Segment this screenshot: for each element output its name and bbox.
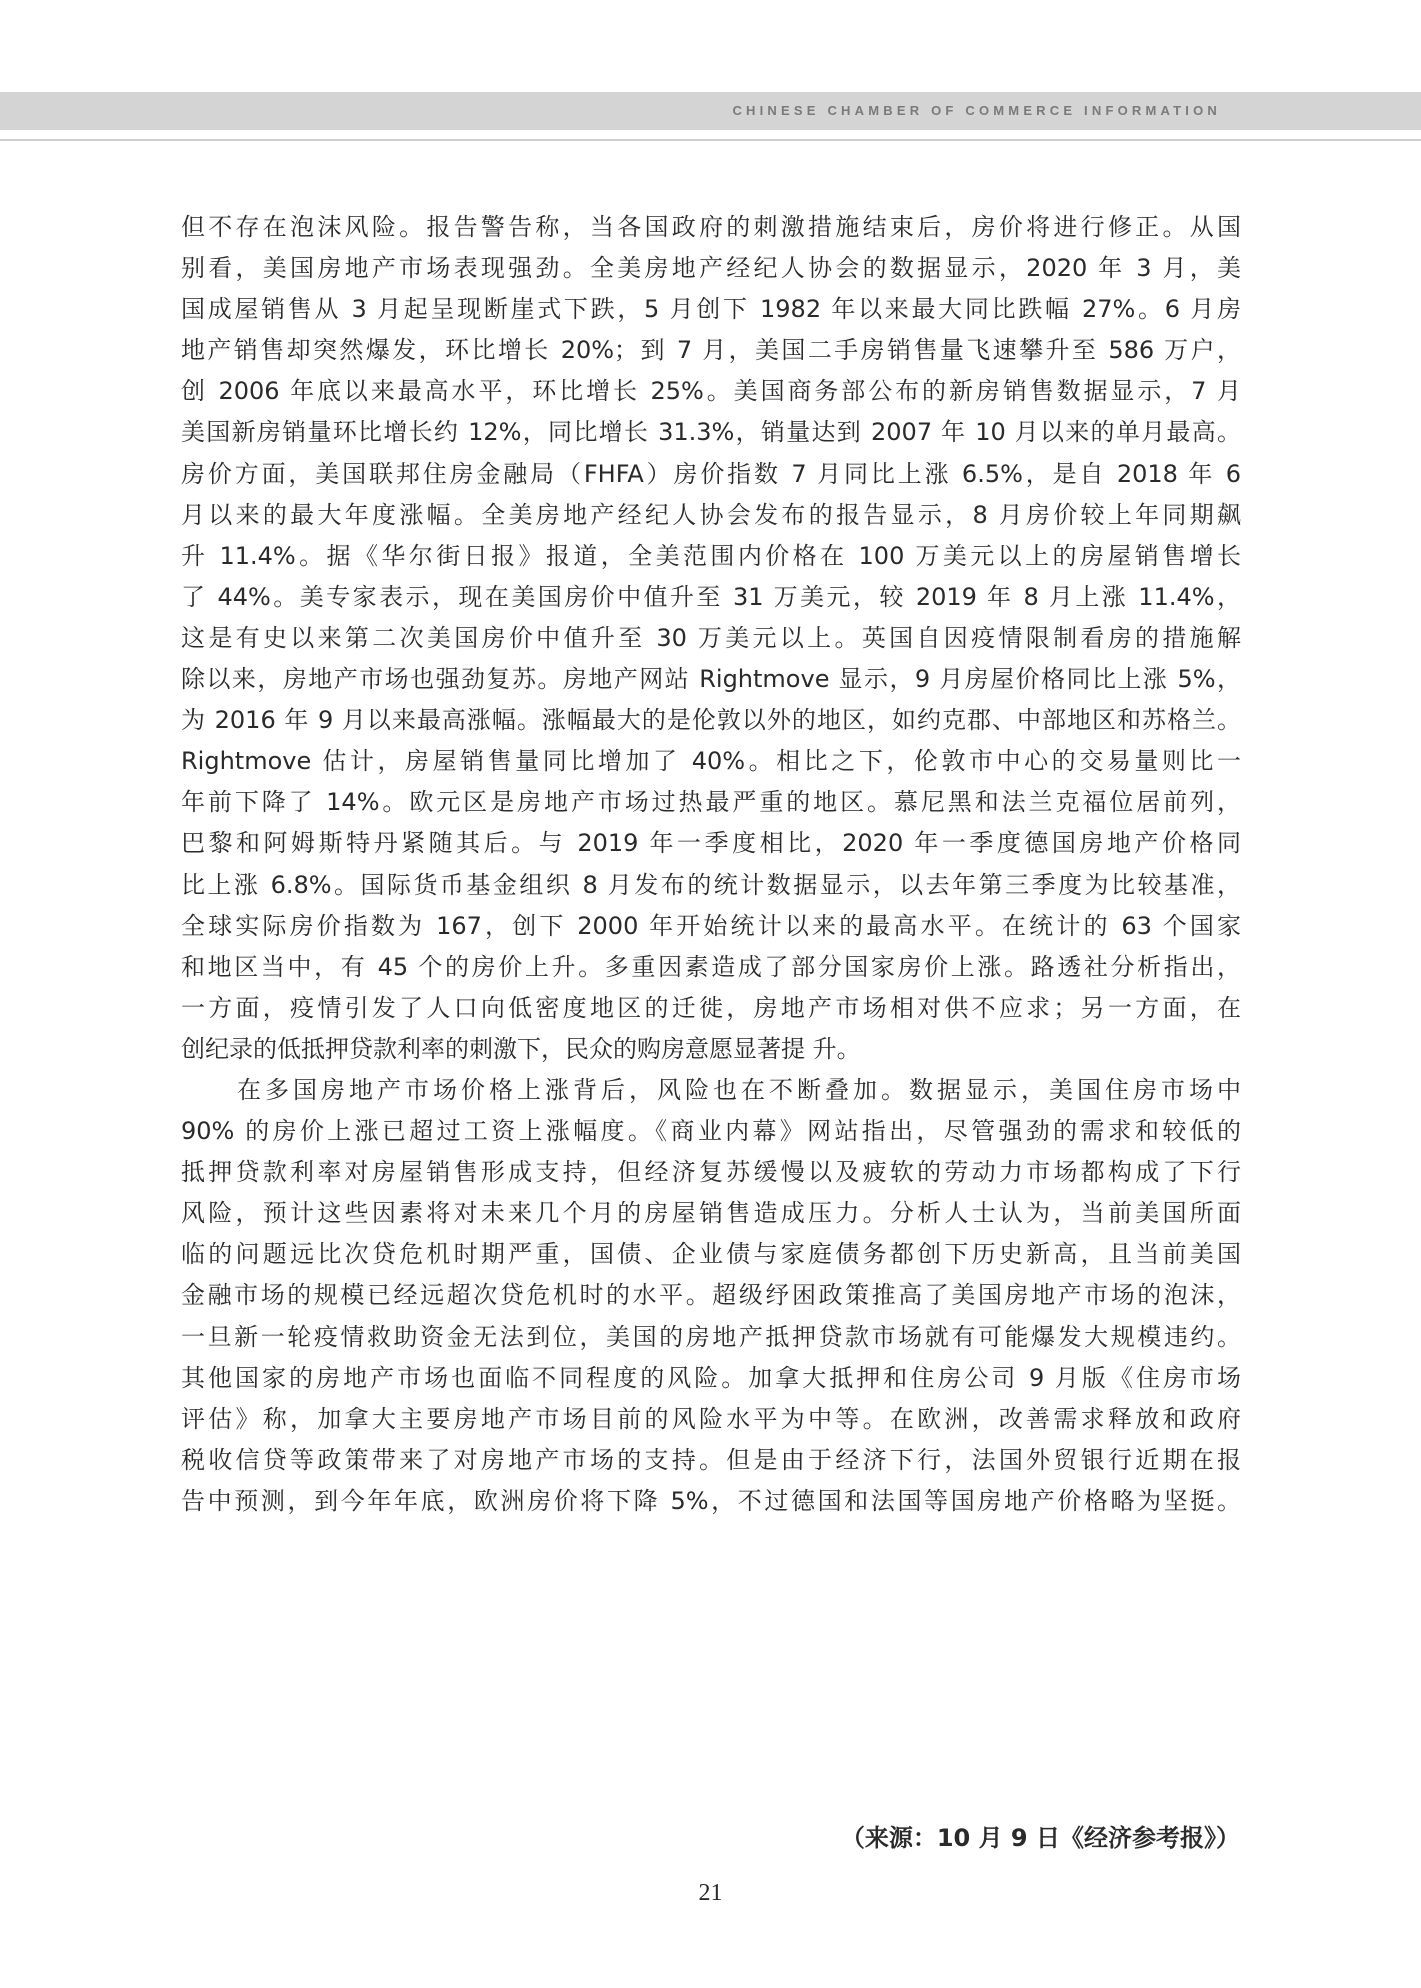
text-line: 和地区当中，有 45 个的房价上升。多重因素造成了部分国家房价上涨。路透社分析指出， <box>181 952 1241 981</box>
text-line: 临的问题远比次贷危机时期严重，国债、企业债与家庭债务都创下历史新高，且当前美国 <box>181 1240 1241 1269</box>
text-line: 创纪录的低抵押贷款利率的刺激下，民众的购房意愿显著提 升。 <box>181 1034 861 1063</box>
text-line: 国成屋销售从 3 月起呈现断崖式下跌，5 月创下 1982 年以来最大同比跌幅 27%。6 月房 <box>181 295 1241 324</box>
text-line: 金融市场的规模已经远超次贷危机时的水平。超级纾困政策推高了美国房地产市场的泡沫， <box>181 1281 1241 1310</box>
text-line: 巴黎和阿姆斯特丹紧随其后。与 2019 年一季度相比，2020 年一季度德国房地产价格同 <box>181 829 1241 858</box>
header-divider <box>0 139 1421 141</box>
text-line: 除以来，房地产市场也强劲复苏。房地产网站 Rightmove 显示，9 月房屋价格同比上涨 5%， <box>181 665 1241 694</box>
text-line: 地产销售却突然爆发，环比增长 20%；到 7 月，美国二手房销售量飞速攀升至 586 万户， <box>181 336 1241 365</box>
text-line: 创 2006 年底以来最高水平，环比增长 25%。美国商务部公布的新房销售数据显示，7 月 <box>181 377 1241 406</box>
text-line: 了 44%。美专家表示，现在美国房价中值升至 31 万美元，较 2019 年 8 月上涨 11.4%， <box>181 582 1241 611</box>
text-line: Rightmove 估计，房屋销售量同比增加了 40%。相比之下，伦敦市中心的交易量则比一 <box>181 747 1241 776</box>
text-line: 评估》称，加拿大主要房地产市场目前的风险水平为中等。在欧洲，改善需求释放和政府 <box>181 1404 1241 1433</box>
text-line: 其他国家的房地产市场也面临不同程度的风险。加拿大抵押和住房公司 9 月版《住房市场 <box>181 1363 1241 1392</box>
paragraph-1 <box>181 207 1241 1070</box>
text-line: 年前下降了 14%。欧元区是房地产市场过热最严重的地区。慕尼黑和法兰克福位居前列， <box>181 788 1241 817</box>
text-line: 比上涨 6.8%。国际货币基金组织 8 月发布的统计数据显示，以去年第三季度为比较基准， <box>181 870 1241 899</box>
text-line: 一旦新一轮疫情救助资金无法到位，美国的房地产抵押贷款市场就有可能爆发大规模违约。 <box>181 1322 1241 1351</box>
text-line: 月以来的最大年度涨幅。全美房地产经纪人协会发布的报告显示，8 月房价较上年同期飙 <box>181 500 1241 529</box>
running-header: CHINESE CHAMBER OF COMMERCE INFORMATION <box>732 103 1221 118</box>
text-line: 在多国房地产市场价格上涨背后，风险也在不断叠加。数据显示，美国住房市场中 <box>237 1075 1241 1104</box>
text-line: 全球实际房价指数为 167，创下 2000 年开始统计以来的最高水平。在统计的 63 个国家 <box>181 911 1241 940</box>
text-line: 但不存在泡沫风险。报告警告称，当各国政府的刺激措施结束后，房价将进行修正。从国 <box>181 213 1241 241</box>
text-line: 抵押贷款利率对房屋销售形成支持，但经济复苏缓慢以及疲软的劳动力市场都构成了下行 <box>181 1158 1241 1187</box>
page-number: 21 <box>698 1880 723 1906</box>
text-line: 这是有史以来第二次美国房价中值升至 30 万美元以上。英国自因疫情限制看房的措施解 <box>181 623 1241 652</box>
text-line: 别看，美国房地产市场表现强劲。全美房地产经纪人协会的数据显示，2020 年 3 月，美 <box>181 254 1241 283</box>
text-line: 90% 的房价上涨已超过工资上涨幅度。《商业内幕》网站指出，尽管强劲的需求和较低的 <box>181 1117 1241 1146</box>
text-line: 一方面，疫情引发了人口向低密度地区的迁徙，房地产市场相对供不应求；另一方面，在 <box>181 993 1241 1022</box>
text-line: 美国新房销量环比增长约 12%，同比增长 31.3%，销量达到 2007 年 10 月以来的单月最高。 <box>181 418 1241 447</box>
paragraph-2 <box>181 1070 1241 1522</box>
text-line: 风险，预计这些因素将对未来几个月的房屋销售造成压力。分析人士认为，当前美国所面 <box>181 1199 1241 1228</box>
text-line: 告中预测，到今年年底，欧洲房价将下降 5%，不过德国和法国等国房地产价格略为坚挺。 <box>181 1486 1241 1515</box>
source-citation: （来源：10 月 9 日《经济参考报》） <box>840 1824 1240 1852</box>
text-line: 房价方面，美国联邦住房金融局（FHFA）房价指数 7 月同比上涨 6.5%，是自 2018 年 6 <box>181 459 1241 488</box>
text-line: 为 2016 年 9 月以来最高涨幅。涨幅最大的是伦敦以外的地区，如约克郡、中部地区和苏格兰。 <box>181 706 1241 735</box>
text-line: 税收信贷等政策带来了对房地产市场的支持。但是由于经济下行，法国外贸银行近期在报 <box>181 1445 1241 1474</box>
text-line: 升 11.4%。据《华尔街日报》报道，全美范围内价格在 100 万美元以上的房屋销售增长 <box>181 541 1241 570</box>
article-body <box>181 207 1241 1522</box>
